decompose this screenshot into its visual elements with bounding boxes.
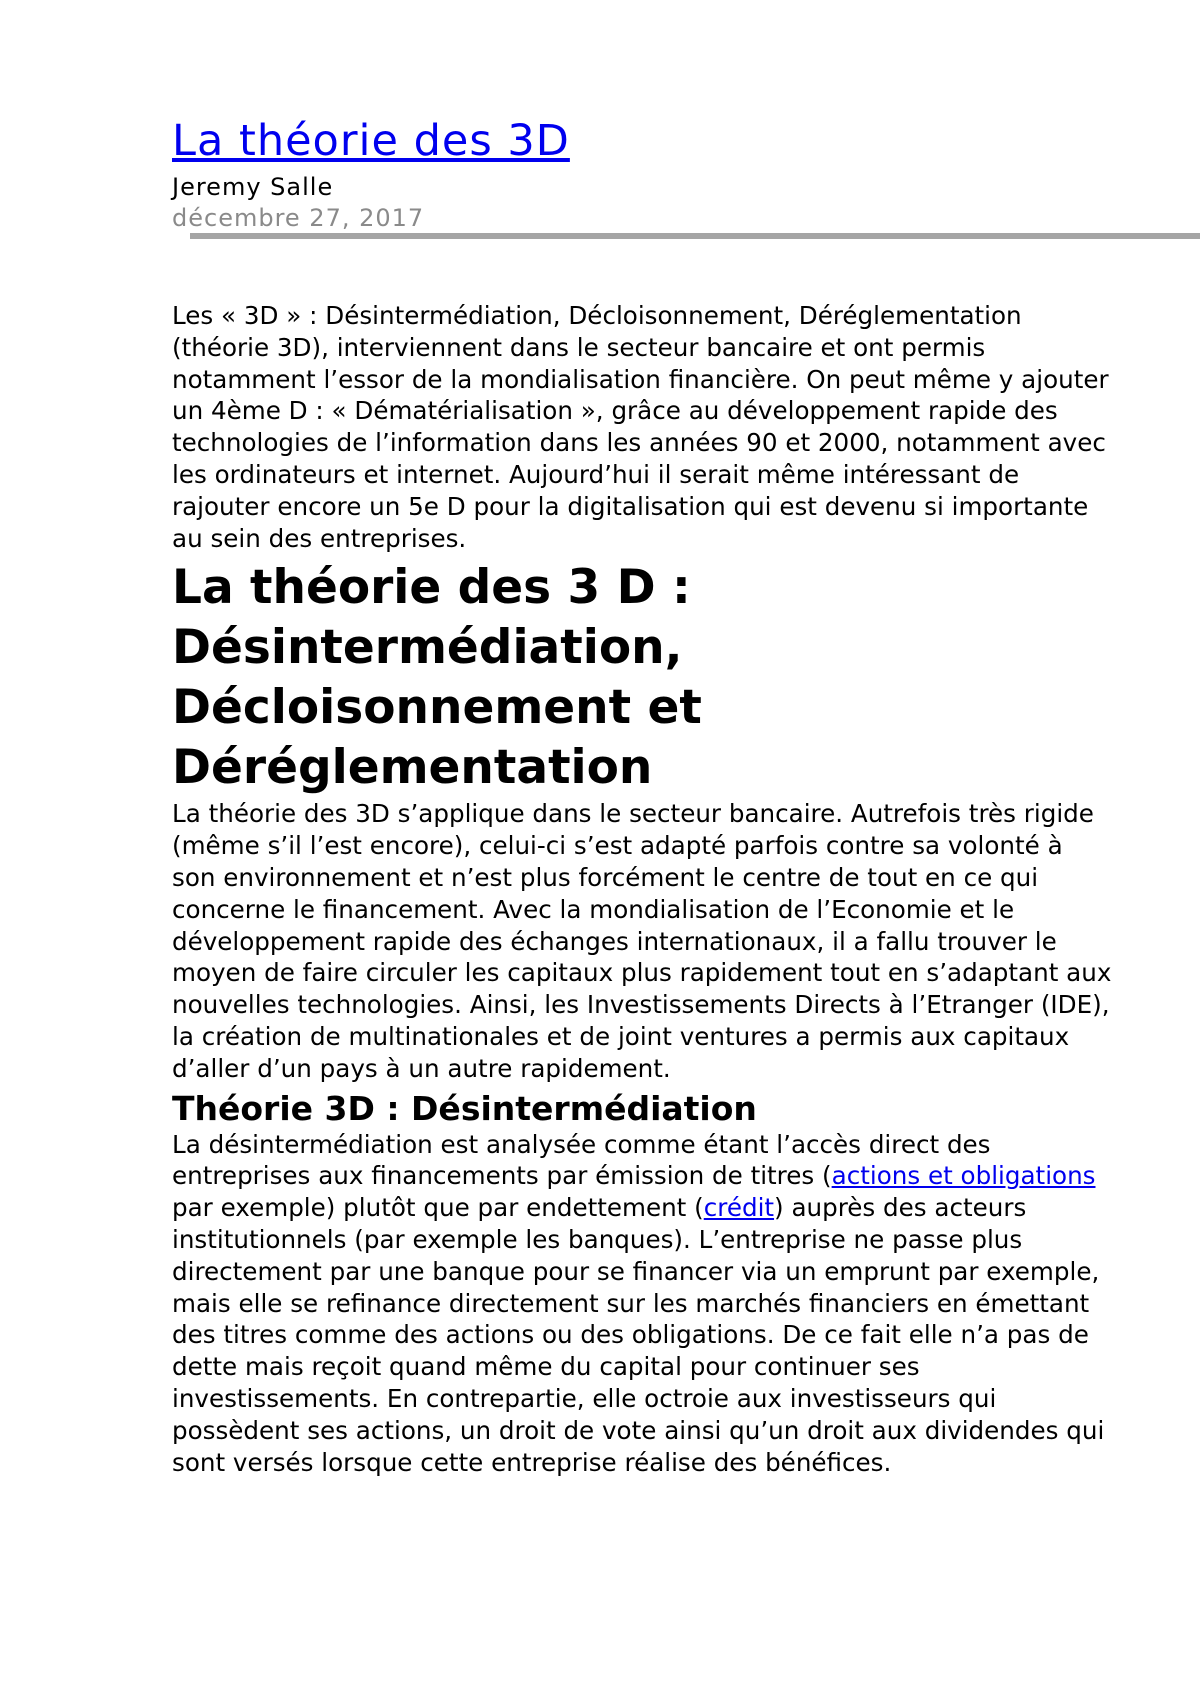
section-paragraph-disintermediation	[172, 1129, 1112, 1479]
article-title-link[interactable]: La théorie des 3D	[172, 116, 570, 166]
section-heading-3d-theory: La théorie des 3 D : Désintermédiation, Décloisonnement et Déréglementation	[172, 560, 702, 796]
section-paragraph-3d-theory: La théorie des 3D s’applique dans le secteur bancaire. Autrefois très rigide (même s’il l’est encore), celui-ci s’est adapté parfois contre sa volonté à son environnement et n’est plus forcément le centre de tout en ce qui concerne le financement. Avec la mondialisation de l’Economie et le développement rapide des échanges internationaux, il a fallu trouver le moyen de faire circuler les capitaux plus rapidement tout en s’adaptant aux nouvelles technologies. Ainsi, les Investissements Directs à l’Etranger (IDE), la création de multinationales et de joint ventures a permis aux capitaux d’aller d’un pays à un autre rapidement.	[172, 799, 1112, 1083]
paragraph-text: ) auprès des acteurs institutionnels (par exemple les banques). L’entreprise ne passe plus directement par une banque pour se financer via un emprunt par exemple, mais elle se refinance directement sur les marchés financiers en émettant des titres comme des actions ou des obligations. De ce fait elle n’a pas de dette mais reçoit quand même du capital pour continuer ses investissements. En contrepartie, elle octroie aux investisseurs qui possèdent ses actions, un droit de vote ainsi qu’un droit aux dividendes qui sont versés lorsque cette entreprise réalise des bénéfices.	[172, 1193, 1105, 1477]
paragraph-text: La désintermédiation est analysée comme étant l’accès direct des entreprises aux financements par émission de titres (	[172, 1129, 991, 1191]
intro-paragraph: Les « 3D » : Désintermédiation, Décloisonnement, Déréglementation (théorie 3D), interviennent dans le secteur bancaire et ont permis notamment l’essor de la mondialisation financière. On peut même y ajouter un 4ème D : « Dématérialisation », grâce au développement rapide des technologies de l’information dans les années 90 et 2000, notamment avec les ordinateurs et internet. Aujourd’hui il serait même intéressant de rajouter encore un 5e D pour la digitalisation qui est devenu si importante au sein des entreprises.	[172, 301, 1109, 553]
article-title	[172, 112, 1112, 170]
article	[172, 112, 1112, 1478]
actions-obligations-link[interactable]: actions et obligations	[831, 1161, 1096, 1191]
article-date: décembre 27, 2017	[172, 204, 425, 232]
section-heading-disintermediation: Théorie 3D : Désintermédiation	[172, 1088, 757, 1128]
paragraph-text: par exemple) plutôt que par endettement (	[172, 1193, 704, 1223]
credit-link[interactable]: crédit	[703, 1193, 775, 1223]
article-author: Jeremy Salle	[172, 173, 334, 201]
